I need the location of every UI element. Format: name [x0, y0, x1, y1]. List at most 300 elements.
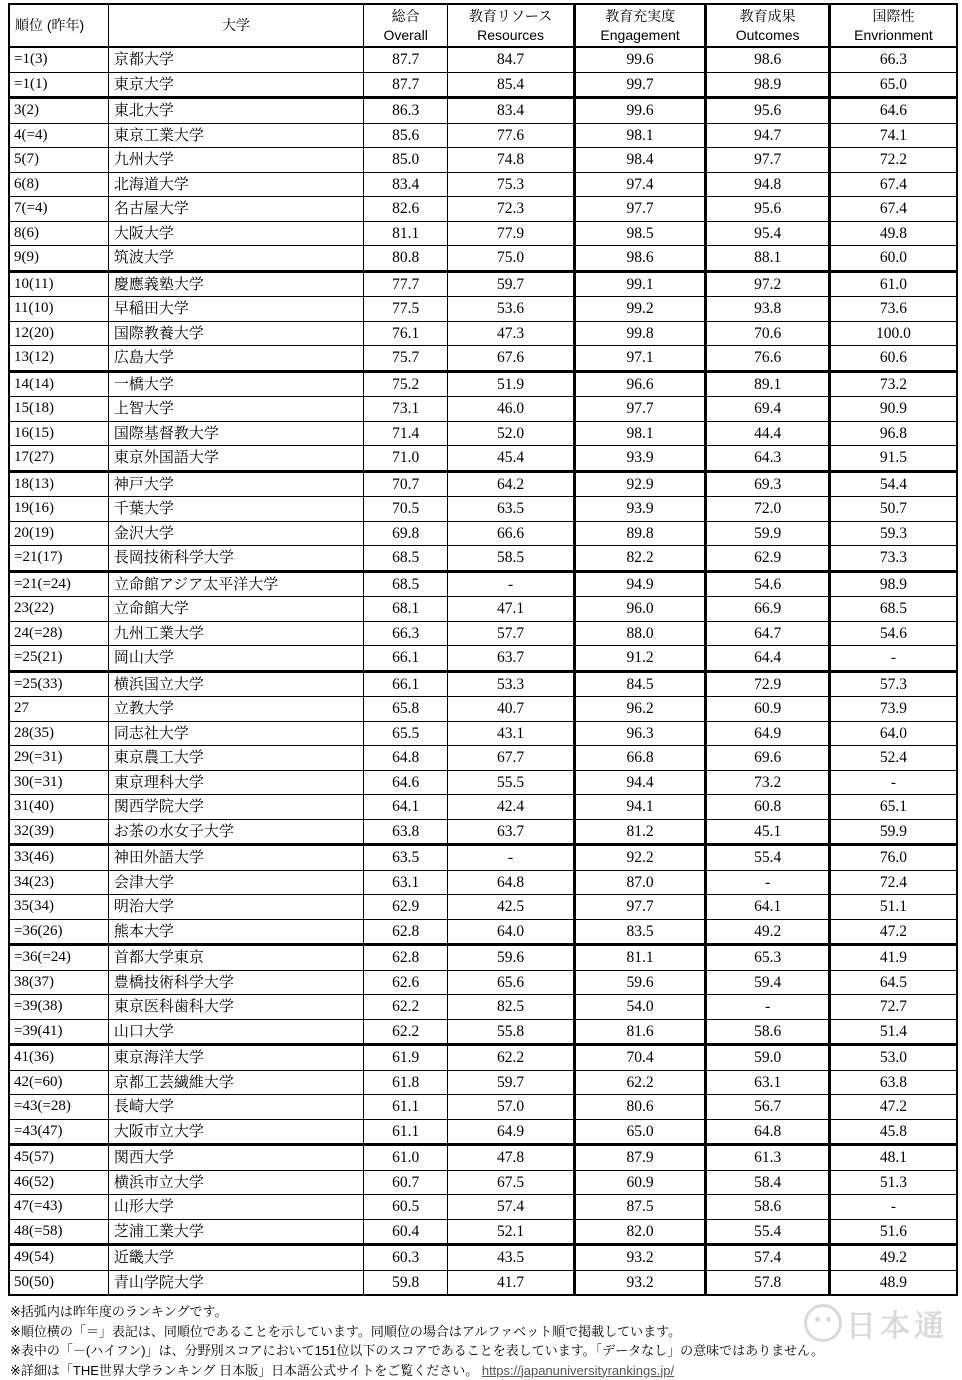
- cell-engagement: 94.4: [574, 770, 706, 795]
- cell-outcomes: 64.7: [706, 621, 830, 646]
- table-row: [9, 72, 957, 98]
- cell-engagement: 81.2: [574, 819, 706, 845]
- cell-rank: 35(34): [9, 895, 108, 920]
- table-row: [9, 1195, 957, 1220]
- table-row: [9, 597, 957, 622]
- cell-overall: 64.8: [363, 746, 447, 771]
- cell-engagement: 98.1: [574, 123, 706, 148]
- cell-engagement: 89.8: [574, 521, 706, 546]
- cell-outcomes: 45.1: [706, 819, 830, 845]
- cell-rank: =43(=28): [9, 1095, 108, 1120]
- table-row: [9, 945, 957, 971]
- cell-resources: 64.2: [448, 471, 575, 497]
- cell-rank: 49(54): [9, 1245, 108, 1271]
- cell-rank: 28(35): [9, 721, 108, 746]
- table-row: [9, 1070, 957, 1095]
- col-header-engagement: [574, 4, 706, 47]
- cell-rank: =39(38): [9, 995, 108, 1020]
- cell-university: 上智大学: [108, 397, 363, 422]
- cell-overall: 68.5: [363, 571, 447, 597]
- cell-outcomes: 59.0: [706, 1045, 830, 1071]
- table-row: [9, 346, 957, 372]
- table-row: [9, 47, 957, 72]
- cell-engagement: 92.9: [574, 471, 706, 497]
- cell-environment: 64.5: [829, 970, 957, 995]
- cell-overall: 61.1: [363, 1095, 447, 1120]
- watermark-text: 日本通: [846, 1301, 948, 1345]
- cell-university: 国際教養大学: [108, 321, 363, 346]
- cell-resources: 43.1: [448, 721, 575, 746]
- cell-engagement: 98.6: [574, 246, 706, 272]
- cell-outcomes: 72.9: [706, 671, 830, 697]
- cell-overall: 60.5: [363, 1195, 447, 1220]
- table-row: [9, 1019, 957, 1045]
- table-row: [9, 895, 957, 920]
- cell-environment: 51.3: [829, 1170, 957, 1195]
- cell-resources: 40.7: [448, 697, 575, 722]
- cell-engagement: 97.7: [574, 895, 706, 920]
- cell-outcomes: 58.4: [706, 1170, 830, 1195]
- cell-resources: 64.9: [448, 1119, 575, 1145]
- cell-engagement: 99.6: [574, 47, 706, 72]
- cell-university: 同志社大学: [108, 721, 363, 746]
- cell-overall: 75.2: [363, 371, 447, 397]
- cell-environment: 59.9: [829, 819, 957, 845]
- cell-outcomes: 66.9: [706, 597, 830, 622]
- cell-environment: 48.9: [829, 1270, 957, 1295]
- cell-overall: 60.3: [363, 1245, 447, 1271]
- table-row: [9, 221, 957, 246]
- cell-outcomes: 69.6: [706, 746, 830, 771]
- cell-resources: 47.1: [448, 597, 575, 622]
- cell-resources: 67.7: [448, 746, 575, 771]
- cell-rank: 34(23): [9, 870, 108, 895]
- cell-engagement: 60.9: [574, 1170, 706, 1195]
- cell-resources: 85.4: [448, 72, 575, 98]
- cell-engagement: 96.3: [574, 721, 706, 746]
- cell-outcomes: 63.1: [706, 1070, 830, 1095]
- cell-outcomes: 57.8: [706, 1270, 830, 1295]
- cell-outcomes: 73.2: [706, 770, 830, 795]
- cell-engagement: 97.7: [574, 397, 706, 422]
- cell-environment: -: [829, 1195, 957, 1220]
- cell-outcomes: 72.0: [706, 497, 830, 522]
- cell-resources: 62.2: [448, 1045, 575, 1071]
- cell-environment: 96.8: [829, 421, 957, 446]
- cell-overall: 65.5: [363, 721, 447, 746]
- cell-outcomes: 88.1: [706, 246, 830, 272]
- cell-environment: 73.3: [829, 546, 957, 572]
- cell-outcomes: 76.6: [706, 346, 830, 372]
- cell-university: 京都大学: [108, 47, 363, 72]
- cell-rank: 46(52): [9, 1170, 108, 1195]
- cell-resources: 63.7: [448, 646, 575, 672]
- cell-overall: 68.1: [363, 597, 447, 622]
- cell-outcomes: 56.7: [706, 1095, 830, 1120]
- cell-rank: 5(7): [9, 148, 108, 173]
- cell-engagement: 93.9: [574, 446, 706, 472]
- table-header: [9, 4, 957, 47]
- cell-university: 神戸大学: [108, 471, 363, 497]
- cell-rank: =36(=24): [9, 945, 108, 971]
- cell-rank: 48(=58): [9, 1219, 108, 1245]
- cell-engagement: 88.0: [574, 621, 706, 646]
- cell-overall: 80.8: [363, 246, 447, 272]
- cell-environment: 48.1: [829, 1145, 957, 1171]
- cell-resources: 53.6: [448, 297, 575, 322]
- cell-resources: 57.0: [448, 1095, 575, 1120]
- cell-university: 芝浦工業大学: [108, 1219, 363, 1245]
- cell-rank: =43(47): [9, 1119, 108, 1145]
- cell-overall: 65.8: [363, 697, 447, 722]
- cell-environment: 50.7: [829, 497, 957, 522]
- cell-engagement: 82.0: [574, 1219, 706, 1245]
- cell-outcomes: 64.1: [706, 895, 830, 920]
- cell-environment: 60.6: [829, 346, 957, 372]
- cell-rank: 29(=31): [9, 746, 108, 771]
- rankings-tbody: [9, 47, 957, 1295]
- cell-overall: 59.8: [363, 1270, 447, 1295]
- cell-engagement: 99.7: [574, 72, 706, 98]
- cell-rank: =25(21): [9, 646, 108, 672]
- cell-outcomes: 58.6: [706, 1019, 830, 1045]
- cell-outcomes: 44.4: [706, 421, 830, 446]
- table-row: [9, 770, 957, 795]
- cell-outcomes: 95.6: [706, 98, 830, 124]
- table-row: [9, 371, 957, 397]
- cell-outcomes: 59.4: [706, 970, 830, 995]
- cell-rank: 27: [9, 697, 108, 722]
- cell-university: 首都大学東京: [108, 945, 363, 971]
- header-en-label: Outcomes: [707, 26, 828, 45]
- cell-environment: 64.6: [829, 98, 957, 124]
- footnote: ※順位横の「＝」表記は、同順位であることを示しています。同順位の場合はアルファベット順で掲載しています。: [10, 1322, 962, 1342]
- cell-resources: 47.8: [448, 1145, 575, 1171]
- table-row: [9, 1145, 957, 1171]
- cell-outcomes: 98.9: [706, 72, 830, 98]
- cell-resources: 57.4: [448, 1195, 575, 1220]
- cell-rank: =21(=24): [9, 571, 108, 597]
- cell-engagement: 99.1: [574, 271, 706, 297]
- header-ja-label: 教育充実度: [576, 7, 705, 26]
- table-row: [9, 123, 957, 148]
- cell-environment: 65.1: [829, 795, 957, 820]
- cell-resources: 63.7: [448, 819, 575, 845]
- cell-resources: 83.4: [448, 98, 575, 124]
- cell-engagement: 93.2: [574, 1245, 706, 1271]
- header-ja-label: 国際性: [831, 7, 956, 26]
- cell-environment: 67.4: [829, 172, 957, 197]
- cell-university: 横浜国立大学: [108, 671, 363, 697]
- cell-university: 近畿大学: [108, 1245, 363, 1271]
- cell-outcomes: 64.3: [706, 446, 830, 472]
- cell-overall: 87.7: [363, 47, 447, 72]
- cell-environment: 91.5: [829, 446, 957, 472]
- cell-engagement: 62.2: [574, 1070, 706, 1095]
- cell-university: 筑波大学: [108, 246, 363, 272]
- cell-university: 大阪市立大学: [108, 1119, 363, 1145]
- cell-resources: 55.5: [448, 770, 575, 795]
- col-header-resources: [448, 4, 575, 47]
- cell-environment: 45.8: [829, 1119, 957, 1145]
- cell-outcomes: 60.9: [706, 697, 830, 722]
- cell-environment: 54.6: [829, 621, 957, 646]
- cell-university: 長崎大学: [108, 1095, 363, 1120]
- cell-outcomes: 70.6: [706, 321, 830, 346]
- cell-university: 東京外国語大学: [108, 446, 363, 472]
- cell-outcomes: -: [706, 995, 830, 1020]
- cell-engagement: 99.8: [574, 321, 706, 346]
- cell-rank: 12(20): [9, 321, 108, 346]
- cell-resources: 63.5: [448, 497, 575, 522]
- university-rankings-table: [8, 3, 958, 1296]
- cell-overall: 64.1: [363, 795, 447, 820]
- cell-overall: 87.7: [363, 72, 447, 98]
- cell-outcomes: 64.4: [706, 646, 830, 672]
- cell-overall: 60.4: [363, 1219, 447, 1245]
- cell-outcomes: 54.6: [706, 571, 830, 597]
- cell-overall: 62.8: [363, 919, 447, 945]
- cell-rank: 7(=4): [9, 197, 108, 222]
- cell-overall: 73.1: [363, 397, 447, 422]
- footnote: ※表中の「－(ハイフン)」は、分野別スコアにおいて151位以下のスコアであることを表しています。「データなし」の意味ではありません。: [10, 1341, 962, 1361]
- cell-rank: 14(14): [9, 371, 108, 397]
- cell-engagement: 81.6: [574, 1019, 706, 1045]
- cell-environment: -: [829, 770, 957, 795]
- cell-resources: 77.6: [448, 123, 575, 148]
- cell-resources: 41.7: [448, 1270, 575, 1295]
- cell-environment: 51.4: [829, 1019, 957, 1045]
- table-row: [9, 1045, 957, 1071]
- cell-rank: 47(=43): [9, 1195, 108, 1220]
- cell-engagement: 98.4: [574, 148, 706, 173]
- header-ja-label: 教育成果: [707, 7, 828, 26]
- cell-environment: 41.9: [829, 945, 957, 971]
- cell-overall: 62.2: [363, 995, 447, 1020]
- table-row: [9, 497, 957, 522]
- cell-environment: 49.2: [829, 1245, 957, 1271]
- cell-resources: 58.5: [448, 546, 575, 572]
- cell-overall: 77.5: [363, 297, 447, 322]
- cell-rank: 24(=28): [9, 621, 108, 646]
- cell-environment: 74.1: [829, 123, 957, 148]
- cell-engagement: 91.2: [574, 646, 706, 672]
- cell-engagement: 87.9: [574, 1145, 706, 1171]
- table-row: [9, 246, 957, 272]
- official-site-link[interactable]: https://japanuniversityrankings.jp/: [482, 1363, 674, 1378]
- footnote: [10, 1361, 962, 1380]
- cell-resources: 52.0: [448, 421, 575, 446]
- cell-environment: 73.6: [829, 297, 957, 322]
- cell-overall: 70.7: [363, 471, 447, 497]
- cell-university: 熊本大学: [108, 919, 363, 945]
- cell-university: 関西学院大学: [108, 795, 363, 820]
- cell-resources: -: [448, 845, 575, 871]
- cell-outcomes: 95.4: [706, 221, 830, 246]
- cell-overall: 81.1: [363, 221, 447, 246]
- cell-environment: 68.5: [829, 597, 957, 622]
- cell-outcomes: 94.7: [706, 123, 830, 148]
- cell-environment: 72.4: [829, 870, 957, 895]
- cell-resources: 42.5: [448, 895, 575, 920]
- header-en-label: Overall: [364, 26, 447, 45]
- cell-rank: 50(50): [9, 1270, 108, 1295]
- cell-engagement: 94.9: [574, 571, 706, 597]
- table-row: [9, 1119, 957, 1145]
- cell-environment: 100.0: [829, 321, 957, 346]
- cell-overall: 61.1: [363, 1119, 447, 1145]
- cell-rank: =1(1): [9, 72, 108, 98]
- cell-outcomes: 93.8: [706, 297, 830, 322]
- cell-engagement: 97.7: [574, 197, 706, 222]
- col-header-rank: 順位 (昨年): [9, 4, 108, 47]
- cell-overall: 71.4: [363, 421, 447, 446]
- cell-outcomes: 65.3: [706, 945, 830, 971]
- cell-university: 青山学院大学: [108, 1270, 363, 1295]
- cell-resources: 47.3: [448, 321, 575, 346]
- cell-overall: 69.8: [363, 521, 447, 546]
- table-row: [9, 721, 957, 746]
- cell-rank: =1(3): [9, 47, 108, 72]
- cell-outcomes: 89.1: [706, 371, 830, 397]
- header-en-label: Engagement: [576, 26, 705, 45]
- cell-engagement: 87.0: [574, 870, 706, 895]
- table-row: [9, 148, 957, 173]
- cell-outcomes: 94.8: [706, 172, 830, 197]
- cell-engagement: 94.1: [574, 795, 706, 820]
- cell-resources: 42.4: [448, 795, 575, 820]
- cell-university: 九州大学: [108, 148, 363, 173]
- cell-rank: 32(39): [9, 819, 108, 845]
- cell-resources: 75.0: [448, 246, 575, 272]
- cell-outcomes: 49.2: [706, 919, 830, 945]
- cell-rank: 11(10): [9, 297, 108, 322]
- cell-outcomes: 69.3: [706, 471, 830, 497]
- cell-environment: 66.3: [829, 47, 957, 72]
- cell-university: 東京大学: [108, 72, 363, 98]
- cell-university: 千葉大学: [108, 497, 363, 522]
- cell-engagement: 87.5: [574, 1195, 706, 1220]
- table-row: [9, 321, 957, 346]
- cell-rank: 8(6): [9, 221, 108, 246]
- cell-outcomes: 60.8: [706, 795, 830, 820]
- cell-university: 一橋大学: [108, 371, 363, 397]
- cell-university: 慶應義塾大学: [108, 271, 363, 297]
- table-row: [9, 421, 957, 446]
- table-row: [9, 98, 957, 124]
- cell-resources: 43.5: [448, 1245, 575, 1271]
- cell-engagement: 65.0: [574, 1119, 706, 1145]
- cell-overall: 62.2: [363, 1019, 447, 1045]
- cell-rank: =39(41): [9, 1019, 108, 1045]
- cell-outcomes: 62.9: [706, 546, 830, 572]
- header-ja-label: 総合: [364, 7, 447, 26]
- cell-rank: 16(15): [9, 421, 108, 446]
- cell-university: 会津大学: [108, 870, 363, 895]
- cell-engagement: 98.5: [574, 221, 706, 246]
- cell-resources: 72.3: [448, 197, 575, 222]
- cell-environment: 61.0: [829, 271, 957, 297]
- cell-outcomes: 57.4: [706, 1245, 830, 1271]
- cell-university: 明治大学: [108, 895, 363, 920]
- cell-engagement: 66.8: [574, 746, 706, 771]
- cell-engagement: 93.2: [574, 1270, 706, 1295]
- cell-rank: =21(17): [9, 546, 108, 572]
- cell-resources: 57.7: [448, 621, 575, 646]
- cell-environment: 53.0: [829, 1045, 957, 1071]
- header-en-label: Resources: [448, 26, 573, 45]
- cell-resources: 46.0: [448, 397, 575, 422]
- cell-university: 早稲田大学: [108, 297, 363, 322]
- cell-overall: 66.1: [363, 671, 447, 697]
- cell-resources: 77.9: [448, 221, 575, 246]
- cell-resources: 55.8: [448, 1019, 575, 1045]
- cell-university: 山口大学: [108, 1019, 363, 1045]
- cell-rank: 31(40): [9, 795, 108, 820]
- col-header-university: 大学: [108, 4, 363, 47]
- cell-overall: 77.7: [363, 271, 447, 297]
- cell-rank: 3(2): [9, 98, 108, 124]
- footnotes: [10, 1302, 962, 1380]
- cell-environment: 98.9: [829, 571, 957, 597]
- table-row: [9, 697, 957, 722]
- cell-environment: 90.9: [829, 397, 957, 422]
- cell-outcomes: 98.6: [706, 47, 830, 72]
- cell-environment: 54.4: [829, 471, 957, 497]
- cell-outcomes: 58.6: [706, 1195, 830, 1220]
- col-header-outcomes: [706, 4, 830, 47]
- cell-rank: 23(22): [9, 597, 108, 622]
- cell-university: 東京医科歯科大学: [108, 995, 363, 1020]
- table-row: [9, 819, 957, 845]
- cell-rank: 45(57): [9, 1145, 108, 1171]
- cell-university: 九州工業大学: [108, 621, 363, 646]
- cell-engagement: 83.5: [574, 919, 706, 945]
- cell-resources: 82.5: [448, 995, 575, 1020]
- cell-university: 東京海洋大学: [108, 1045, 363, 1071]
- cell-university: 国際基督教大学: [108, 421, 363, 446]
- table-row: [9, 397, 957, 422]
- cell-outcomes: 61.3: [706, 1145, 830, 1171]
- cell-overall: 62.8: [363, 945, 447, 971]
- table-row: [9, 970, 957, 995]
- cell-resources: 64.8: [448, 870, 575, 895]
- cell-overall: 61.9: [363, 1045, 447, 1071]
- cell-outcomes: 55.4: [706, 1219, 830, 1245]
- table-row: [9, 446, 957, 472]
- table-row: [9, 919, 957, 945]
- cell-environment: 59.3: [829, 521, 957, 546]
- cell-overall: 75.7: [363, 346, 447, 372]
- table-row: [9, 995, 957, 1020]
- cell-resources: 64.0: [448, 919, 575, 945]
- cell-resources: 59.7: [448, 271, 575, 297]
- cell-environment: 73.9: [829, 697, 957, 722]
- cell-outcomes: 97.7: [706, 148, 830, 173]
- cell-university: 金沢大学: [108, 521, 363, 546]
- cell-engagement: 97.4: [574, 172, 706, 197]
- table-row: [9, 521, 957, 546]
- cell-overall: 61.0: [363, 1145, 447, 1171]
- cell-overall: 71.0: [363, 446, 447, 472]
- cell-engagement: 92.2: [574, 845, 706, 871]
- table-row: [9, 845, 957, 871]
- cell-rank: 13(12): [9, 346, 108, 372]
- cell-outcomes: 64.9: [706, 721, 830, 746]
- cell-environment: 72.2: [829, 148, 957, 173]
- cell-overall: 63.1: [363, 870, 447, 895]
- cell-university: 立教大学: [108, 697, 363, 722]
